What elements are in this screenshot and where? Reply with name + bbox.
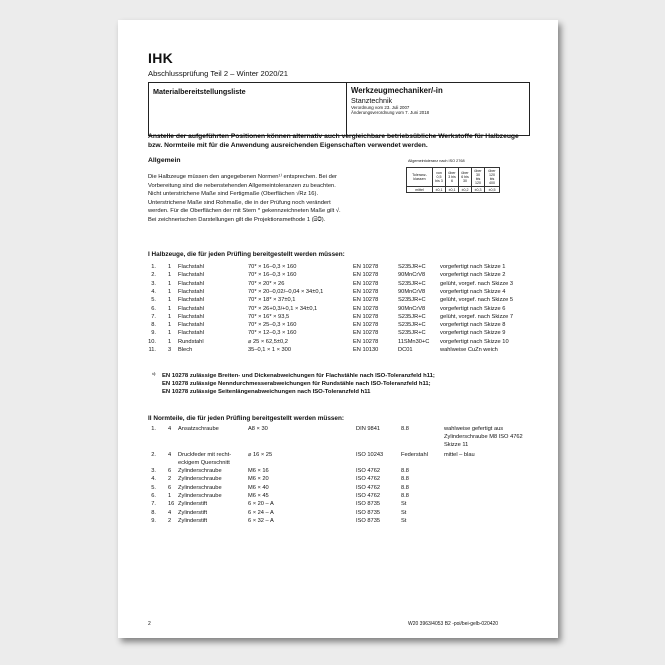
job-title: Werkzeugmechaniker/-in [351, 86, 443, 95]
remark-continued: Zylinderschraube M8 ISO 4762 [444, 434, 523, 440]
quantity: 1 [168, 492, 172, 499]
remark: vorgefertigt nach Skizze 6 [440, 305, 506, 312]
tol-cell: ±0,1 [433, 187, 446, 193]
dimension: 70* × 16–0,3 × 160 [248, 264, 297, 270]
halbzeug-row [118, 321, 558, 329]
intro-text: Anstelle der aufgeführten Positionen können alternativ auch vergleichbare betriebsübliche Werkstoffe für Halbzeuge bzw. Normteile mit für die Anwendung ausreichenden Eigenschaften verwendet werden. [148, 133, 519, 149]
description: Flachstahl [178, 297, 204, 304]
note-line [152, 372, 435, 380]
material: 11SMn30+C [398, 338, 430, 345]
remark: vorgefertigt nach Skizze 4 [440, 288, 506, 295]
dimension: A8 × 30 [248, 426, 268, 432]
description-continued: eckigem Querschnitt [178, 460, 230, 466]
tol-cell: ±0,3 [472, 187, 485, 193]
description: Rundstahl [178, 338, 204, 345]
document-page [118, 20, 558, 638]
halbzeug-row [118, 313, 558, 321]
pos-number: 1. [151, 426, 156, 432]
general-line: Vorbereitung sind die nebenstehenden Allgemeintoleranzen zu beachten. [148, 182, 336, 189]
tol-cell: über 120 bis 400 [485, 168, 500, 187]
pos-number: 10. [148, 338, 156, 345]
dimension: M6 × 40 [248, 484, 269, 491]
amendment-date: Änderungsverordnung vom 7. Juni 2018 [351, 110, 430, 116]
material: 8.8 [401, 426, 409, 432]
material: St [401, 517, 407, 524]
dimension: 70* × 25–0,3 × 160 [248, 322, 297, 329]
general-line: werden. Für die Oberflächen der mit Stern * gekennzeichneten Maße gilt √. [148, 208, 341, 214]
standard: ISO 10243 [356, 452, 384, 458]
note-marker: ¹⁾ [152, 373, 156, 379]
halbzeug-row [118, 338, 558, 346]
material: S235JR+C [398, 322, 426, 329]
dimension: M6 × 16 [248, 468, 269, 474]
quantity: 1 [168, 288, 172, 295]
remark: gelüht, vorgef. nach Skizze 3 [440, 280, 514, 287]
general-line: Die Halbzeuge müssen den angegebenen Normen¹⁾ entsprechen. Bei der [148, 174, 337, 180]
standard: EN 10278 [353, 330, 379, 337]
material: Federstahl [401, 452, 428, 458]
halbzeug-row [118, 271, 558, 279]
pos-number: 3. [151, 468, 156, 474]
ordinance-info [351, 105, 429, 116]
tolerance-table [406, 167, 500, 193]
halbzeug-row [118, 288, 558, 296]
quantity: 1 [168, 322, 172, 329]
standard: EN 10278 [353, 313, 379, 320]
tol-cell: Toleranz-klassen [407, 168, 433, 187]
pos-number: 1. [151, 264, 156, 270]
material: S235JR+C [398, 330, 426, 337]
general-line: Unterstrichene Maße sind Rohmaße, die in der Prüfung noch verändert [148, 199, 331, 206]
normteil-row [118, 509, 558, 517]
general-paragraph [148, 173, 416, 224]
tol-cell: ±0,2 [459, 187, 472, 193]
remark: wahlweise CuZn weich [440, 347, 498, 353]
standard: EN 10278 [353, 264, 379, 270]
halbzeug-row [118, 263, 558, 271]
halbzeug-row [118, 280, 558, 288]
standard: EN 10278 [353, 305, 379, 312]
dimension: ⌀ 25 × 62,5±0,2 [248, 338, 288, 345]
remark: gelüht, vorgef. nach Skizze 7 [440, 313, 514, 320]
standard: ISO 8735 [356, 517, 381, 524]
material: S235JR+C [398, 313, 426, 320]
quantity: 1 [168, 330, 172, 337]
material: St [401, 509, 407, 516]
material: 8.8 [401, 492, 409, 499]
exam-title: Abschlussprüfung Teil 2 – Winter 2020/21 [148, 69, 289, 78]
material: S235JR+C [398, 264, 426, 270]
quantity: 2 [168, 476, 172, 483]
pos-number: 7. [151, 501, 156, 508]
description: Flachstahl [178, 322, 204, 329]
quantity: 1 [168, 280, 172, 287]
ihk-logo: IHK [148, 50, 174, 66]
pos-number: 2. [151, 272, 156, 279]
remark: mittel – blau [444, 452, 475, 458]
remark: gelüht, vorgef. nach Skizze 5 [440, 297, 514, 304]
normteil-row [118, 467, 558, 475]
dimension: 6 × 20 – A [248, 501, 274, 508]
normteil-row [118, 517, 558, 525]
description: Zylinderstift [178, 501, 208, 508]
quantity: 4 [168, 452, 172, 458]
tol-cell: mittel [407, 187, 433, 193]
dimension: 70* × 18* × 37±0,1 [248, 297, 296, 304]
halbzeug-row [118, 296, 558, 304]
quantity: 1 [168, 305, 172, 312]
standard: ISO 4762 [356, 476, 381, 483]
standard: ISO 4762 [356, 492, 381, 499]
pos-number: 4. [151, 288, 156, 295]
halbzeug-row [118, 305, 558, 313]
standard: ISO 8735 [356, 501, 381, 508]
material: S235JR+C [398, 280, 426, 287]
page-number: 2 [148, 621, 151, 627]
pos-number: 3. [151, 280, 156, 287]
dimension: 70* × 20* × 26 [248, 280, 285, 287]
description: Zylinderschraube [178, 468, 222, 474]
halbzeug-row [118, 329, 558, 337]
material: 90MnCrV8 [398, 288, 426, 295]
dimension: 70* × 12–0,3 × 160 [248, 330, 297, 337]
dimension: 70* × 16* × 93,5 [248, 313, 290, 320]
pos-number: 4. [151, 476, 156, 483]
quantity: 6 [168, 484, 172, 491]
material: 8.8 [401, 484, 409, 491]
general-line: Nicht unterstrichene Maße sind Fertigmaße (Oberflächen √Rz 16). [148, 191, 319, 197]
description: Zylinderstift [178, 517, 208, 524]
note-line: EN 10278 zulässige Nenndurchmesserabweichungen für Rundstähle nach ISO-Toleranzfeld h11; [162, 381, 431, 387]
standard: EN 10130 [353, 347, 379, 353]
pos-number: 5. [151, 297, 156, 304]
normteil-row [118, 475, 558, 483]
material: St [401, 501, 407, 508]
standard: EN 10278 [353, 272, 379, 279]
quantity: 1 [168, 297, 172, 304]
description: Zylinderschraube [178, 476, 222, 483]
tol-cell: über 6 bis 30 [459, 168, 472, 187]
normteil-row [118, 500, 558, 508]
quantity: 2 [168, 517, 172, 524]
quantity: 1 [168, 313, 172, 320]
tol-cell: über 30 bis 120 [472, 168, 485, 187]
dimension: 35–0,1 × 1 × 300 [248, 347, 292, 353]
material: 90MnCrV8 [398, 305, 426, 312]
dimension: 70* × 20–0,02/–0,04 × 34±0,1 [248, 288, 324, 295]
tol-cell: von 0,5 bis 3 [433, 168, 446, 187]
dimension: M6 × 20 [248, 476, 269, 483]
pos-number: 11. [148, 347, 156, 353]
description: Flachstahl [178, 264, 204, 270]
description: Flachstahl [178, 272, 204, 279]
remark: vorgefertigt nach Skizze 10 [440, 338, 509, 345]
standard: ISO 4762 [356, 468, 381, 474]
remark: wahlweise gefertigt aus [444, 426, 504, 432]
description: Druckfeder mit recht- [178, 452, 232, 458]
tolerance-caption: Allgemeintoleranz nach ISO 2768 [408, 159, 465, 163]
material: 8.8 [401, 468, 409, 474]
section2-title: II Normteile, die für jeden Prüfling bereitgestellt werden müssen: [148, 415, 345, 422]
pos-number: 6. [151, 492, 156, 499]
remark: vorgefertigt nach Skizze 8 [440, 322, 506, 329]
standard: DIN 9841 [356, 426, 381, 432]
description: Zylinderschraube [178, 492, 222, 499]
tolerance-header-row [407, 168, 500, 187]
note-text: EN 10278 zulässige Breiten- und Dickenabweichungen für Flachstähle nach ISO-Toleranzfeld h11; [162, 373, 435, 379]
dimension: M6 × 45 [248, 492, 269, 499]
dimension: 70* × 26+0,3/+0,1 × 34±0,1 [248, 305, 318, 312]
description: Blech [178, 347, 193, 353]
description: Flachstahl [178, 330, 204, 337]
standard: EN 10278 [353, 322, 379, 329]
normteil-row [118, 492, 558, 500]
material: S235JR+C [398, 297, 426, 304]
remark: vorgefertigt nach Skizze 9 [440, 330, 506, 337]
quantity: 3 [168, 347, 172, 353]
quantity: 16 [168, 501, 175, 508]
ordinance-date: Verordnung vom 23. Juli 2007 [351, 105, 410, 110]
header-divider [346, 83, 347, 135]
quantity: 4 [168, 509, 172, 516]
description: Flachstahl [178, 280, 204, 287]
quantity: 4 [168, 426, 172, 432]
description: Flachstahl [178, 313, 204, 320]
pos-number: 9. [151, 517, 156, 524]
tol-cell: ±0,5 [485, 187, 500, 193]
description: Ansatzschraube [178, 426, 219, 432]
tol-cell: über 3 bis 6 [446, 168, 459, 187]
remark: vorgefertigt nach Skizze 1 [440, 264, 506, 270]
remark: vorgefertigt nach Skizze 2 [440, 272, 506, 279]
pos-number: 8. [151, 509, 156, 516]
remark-continuation [118, 441, 558, 449]
remark-continuation [118, 433, 558, 441]
standard: EN 10278 [353, 288, 379, 295]
description: Flachstahl [178, 288, 204, 295]
normteil-row [118, 451, 558, 459]
dimension: 6 × 24 – A [248, 509, 274, 516]
dimension: 70* × 16–0,3 × 160 [248, 272, 297, 279]
header-box [148, 82, 530, 136]
description: Zylinderstift [178, 509, 208, 516]
quantity: 1 [168, 264, 172, 270]
list-title: Materialbereitstellungsliste [153, 87, 246, 96]
normteil-row-continuation [118, 459, 558, 467]
description: Zylinderschraube [178, 484, 222, 491]
tol-cell: ±0,1 [446, 187, 459, 193]
standard: ISO 4762 [356, 484, 381, 491]
normteil-row [118, 484, 558, 492]
tolerance-note [152, 372, 435, 396]
quantity: 1 [168, 272, 172, 279]
material: 90MnCrV8 [398, 272, 426, 279]
pos-number: 2. [151, 452, 156, 458]
quantity: 6 [168, 468, 172, 474]
dimension: 6 × 32 – A [248, 517, 274, 524]
halbzeug-row [118, 346, 558, 354]
normteil-row [118, 425, 558, 433]
note-line: EN 10278 zulässige Seitenlängenabweichungen nach ISO-Toleranzfeld h11 [162, 389, 371, 395]
pos-number: 8. [151, 322, 156, 329]
general-heading: Allgemein [148, 157, 181, 164]
general-line: Bei zeichnerischen Darstellungen gilt die Projektionsmethode 1 (⌸◎). [148, 216, 326, 223]
tolerance-value-row [407, 187, 500, 193]
document-code: W20 3963/4053 B2 -poi/bei-gelb-020420 [408, 621, 499, 627]
material: DC01 [398, 347, 413, 353]
standard: EN 10278 [353, 338, 379, 345]
dimension: ⌀ 16 × 25 [248, 452, 273, 458]
specialty: Stanztechnik [351, 96, 393, 105]
section1-title: I Halbzeuge, die für jeden Prüfling bereitgestellt werden müssen: [148, 251, 345, 258]
remark-continued: Skizze 11 [444, 442, 469, 448]
pos-number: 9. [151, 330, 156, 337]
description: Flachstahl [178, 305, 204, 312]
standard: EN 10278 [353, 297, 379, 304]
pos-number: 6. [151, 305, 156, 312]
standard: ISO 8735 [356, 509, 381, 516]
material: 8.8 [401, 476, 409, 483]
pos-number: 7. [151, 313, 156, 320]
standard: EN 10278 [353, 280, 379, 287]
pos-number: 5. [151, 484, 156, 491]
quantity: 1 [168, 338, 172, 345]
